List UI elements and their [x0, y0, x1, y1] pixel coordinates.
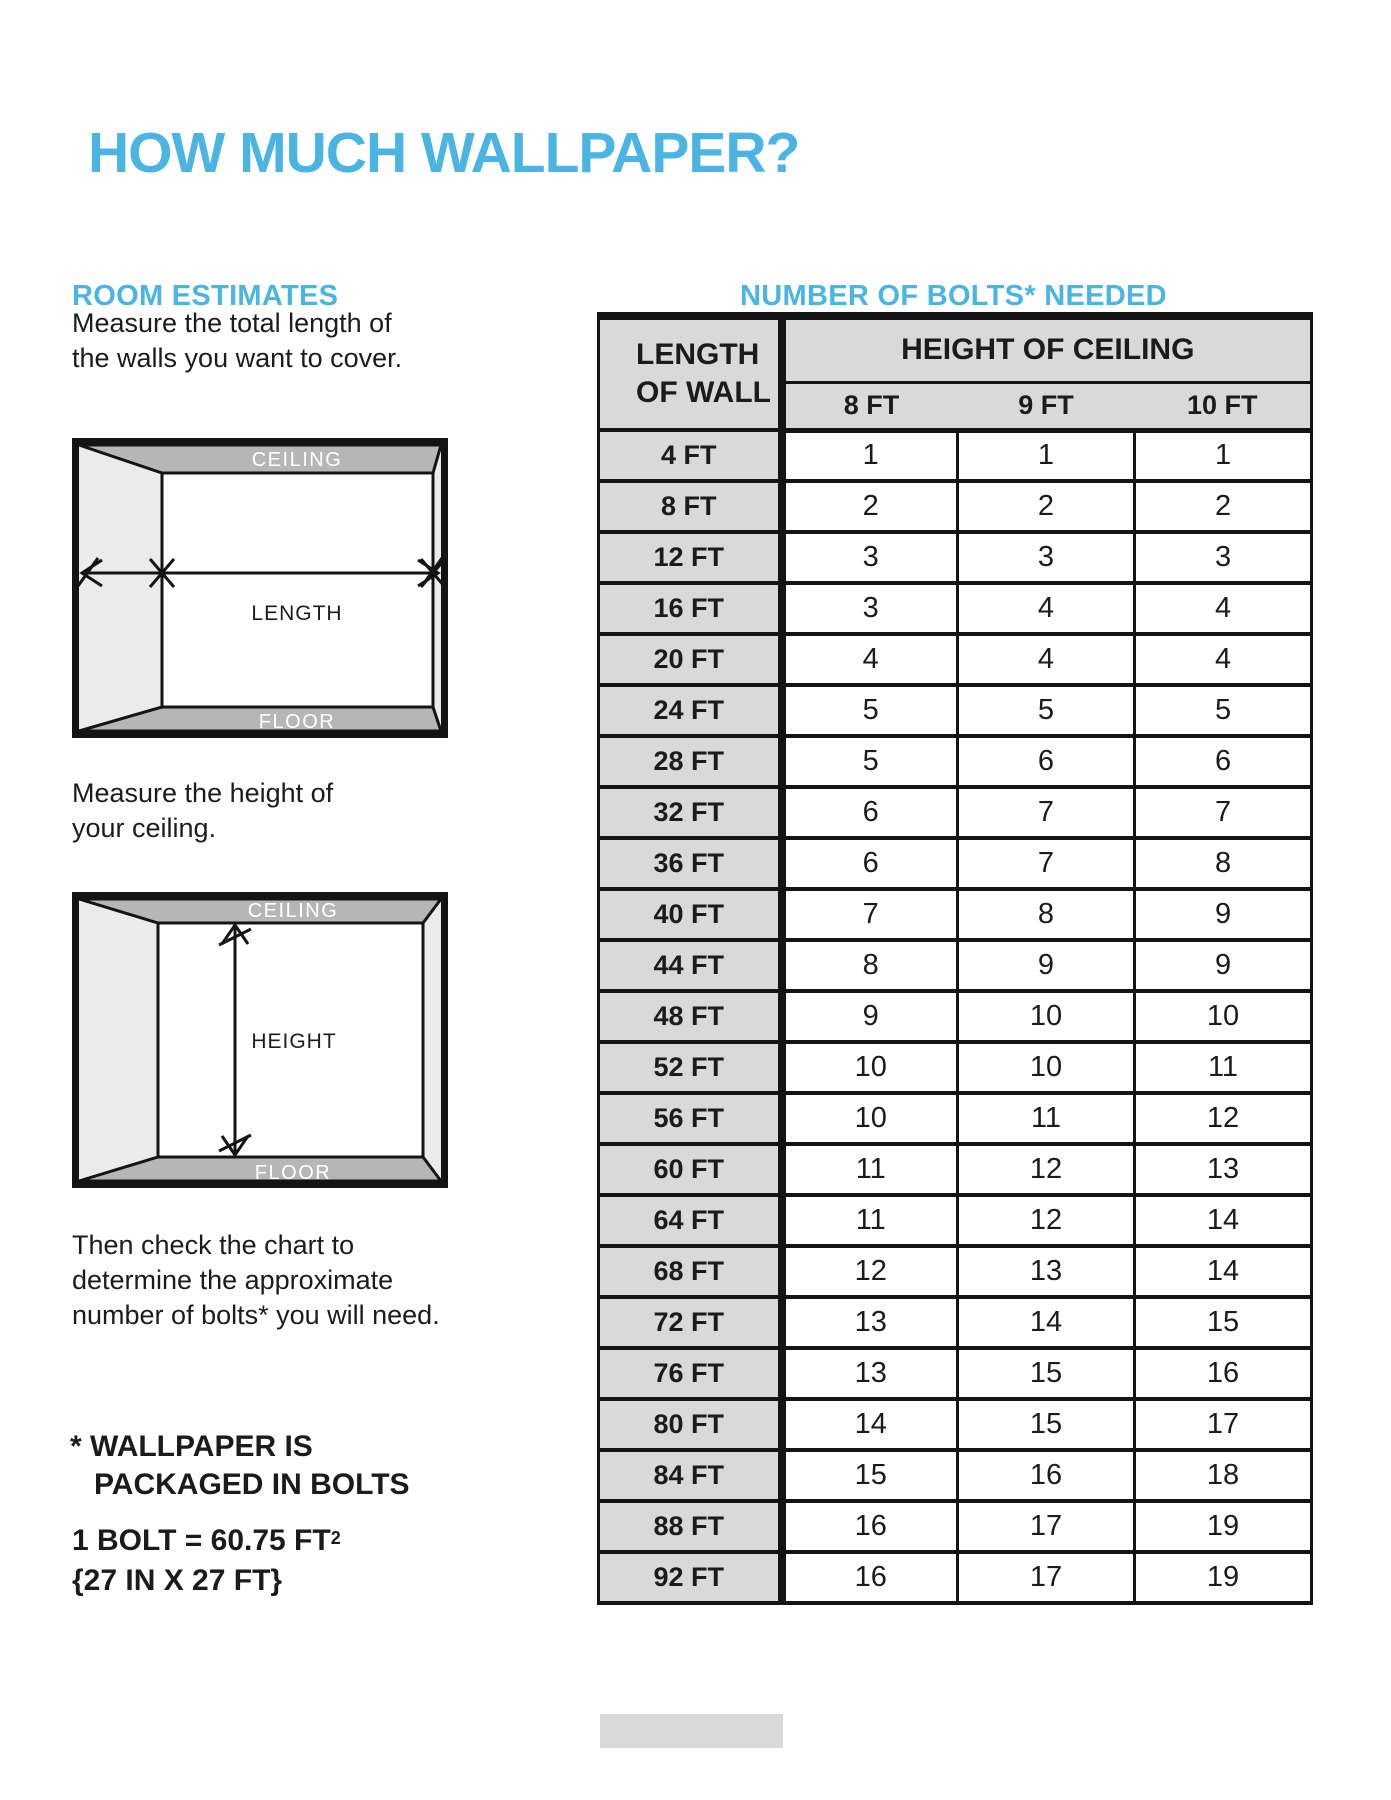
wall-length-cell: 24 FT — [599, 685, 782, 736]
bolt-count-cell-9ft: 16 — [958, 1450, 1135, 1501]
wall-length-cell: 44 FT — [599, 940, 782, 991]
table-row — [599, 1399, 1312, 1450]
bolt-count-cell-8ft: 10 — [782, 1093, 958, 1144]
step3-line1: Then check the chart to — [72, 1230, 355, 1260]
bolt-count-cell-8ft: 14 — [782, 1399, 958, 1450]
bolt-count-cell-9ft: 4 — [958, 583, 1135, 634]
bolt-count-cell-8ft: 9 — [782, 991, 958, 1042]
bolt-count-cell-8ft: 7 — [782, 889, 958, 940]
bolt-equation — [72, 1518, 341, 1561]
wall-length-cell: 64 FT — [599, 1195, 782, 1246]
bolt-count-cell-8ft: 13 — [782, 1348, 958, 1399]
footnote-line1-text: WALLPAPER IS — [90, 1430, 313, 1463]
bolt-count-cell-9ft: 14 — [958, 1297, 1135, 1348]
bolt-count-cell-10ft: 15 — [1135, 1297, 1312, 1348]
bolt-count-cell-9ft: 5 — [958, 685, 1135, 736]
table-row — [599, 430, 1312, 481]
bolt-count-cell-9ft: 6 — [958, 736, 1135, 787]
bolt-count-cell-10ft: 14 — [1135, 1246, 1312, 1297]
length-header-line1: LENGTH — [636, 338, 760, 371]
table-row — [599, 991, 1312, 1042]
height-diagram — [72, 892, 448, 1188]
length-header-line2: OF WALL — [636, 376, 771, 409]
column-header-9ft: 9 FT — [958, 382, 1135, 430]
bolt-count-cell-8ft: 5 — [782, 685, 958, 736]
bolt-count-cell-8ft: 6 — [782, 787, 958, 838]
wall-length-cell: 56 FT — [599, 1093, 782, 1144]
wall-length-cell: 16 FT — [599, 583, 782, 634]
bolt-count-cell-8ft: 16 — [782, 1552, 958, 1603]
bolt-count-cell-8ft: 4 — [782, 634, 958, 685]
bolt-count-cell-10ft: 2 — [1135, 481, 1312, 532]
bolt-count-cell-8ft: 10 — [782, 1042, 958, 1093]
column-header-10ft: 10 FT — [1135, 382, 1312, 430]
bolt-dimensions: {27 IN X 27 FT} — [72, 1564, 283, 1597]
table-row — [599, 736, 1312, 787]
table-row — [599, 1552, 1312, 1603]
length-diagram — [72, 438, 448, 738]
table-row — [599, 1348, 1312, 1399]
room-estimates-heading: ROOM ESTIMATES — [72, 280, 339, 313]
column-header-8ft: 8 FT — [782, 382, 958, 430]
bolt-count-cell-9ft: 7 — [958, 838, 1135, 889]
bolt-count-cell-9ft: 4 — [958, 634, 1135, 685]
wall-length-cell: 8 FT — [599, 481, 782, 532]
bolt-count-cell-10ft: 14 — [1135, 1195, 1312, 1246]
step2-instructions — [72, 776, 333, 846]
step3-line3: number of bolts* you will need. — [72, 1300, 440, 1330]
step2-line1: Measure the height of — [72, 778, 334, 808]
ceiling-label: CEILING — [247, 900, 339, 922]
squared-superscript: 2 — [330, 1528, 341, 1548]
wall-length-cell: 72 FT — [599, 1297, 782, 1348]
bolt-count-cell-8ft: 1 — [782, 430, 958, 481]
table-row — [599, 1144, 1312, 1195]
bolt-count-cell-10ft: 7 — [1135, 787, 1312, 838]
table-row — [599, 532, 1312, 583]
bolts-table-header — [599, 316, 1312, 430]
bolt-count-cell-10ft: 12 — [1135, 1093, 1312, 1144]
wall-length-cell: 48 FT — [599, 991, 782, 1042]
bolt-count-cell-8ft: 11 — [782, 1195, 958, 1246]
bolt-count-cell-9ft: 17 — [958, 1501, 1135, 1552]
bolt-count-cell-9ft: 10 — [958, 991, 1135, 1042]
step2-line2: your ceiling. — [72, 813, 217, 843]
wall-length-cell: 80 FT — [599, 1399, 782, 1450]
wall-length-cell: 76 FT — [599, 1348, 782, 1399]
bolt-count-cell-10ft: 1 — [1135, 430, 1312, 481]
table-row — [599, 889, 1312, 940]
table-row — [599, 481, 1312, 532]
asterisk-marker: * — [70, 1430, 82, 1463]
wall-length-cell: 40 FT — [599, 889, 782, 940]
bolt-count-cell-9ft: 1 — [958, 430, 1135, 481]
bolt-count-cell-10ft: 17 — [1135, 1399, 1312, 1450]
wall-length-cell: 92 FT — [599, 1552, 782, 1603]
length-measure-label: LENGTH — [251, 602, 343, 625]
step3-instructions — [72, 1228, 440, 1333]
table-row — [599, 838, 1312, 889]
bolt-count-cell-10ft: 3 — [1135, 532, 1312, 583]
wall-length-cell: 68 FT — [599, 1246, 782, 1297]
bolt-count-cell-10ft: 6 — [1135, 736, 1312, 787]
table-row — [599, 1042, 1312, 1093]
wall-length-cell: 52 FT — [599, 1042, 782, 1093]
table-row — [599, 940, 1312, 991]
table-row — [599, 1093, 1312, 1144]
bolt-count-cell-9ft: 17 — [958, 1552, 1135, 1603]
bolts-table-body — [599, 430, 1312, 1603]
bolt-count-cell-9ft: 15 — [958, 1348, 1135, 1399]
step1-line2: the walls you want to cover. — [72, 343, 403, 373]
bolt-specification — [72, 1518, 341, 1601]
bolt-count-cell-9ft: 10 — [958, 1042, 1135, 1093]
bolt-count-cell-9ft: 2 — [958, 481, 1135, 532]
length-diagram-svg — [72, 438, 448, 738]
bolt-count-cell-10ft: 16 — [1135, 1348, 1312, 1399]
height-measure-label: HEIGHT — [251, 1030, 337, 1053]
bolt-count-cell-8ft: 8 — [782, 940, 958, 991]
wall-length-cell: 60 FT — [599, 1144, 782, 1195]
bolt-count-cell-8ft: 6 — [782, 838, 958, 889]
back-wall — [162, 473, 433, 707]
table-row — [599, 583, 1312, 634]
bolt-count-cell-10ft: 11 — [1135, 1042, 1312, 1093]
table-row — [599, 1297, 1312, 1348]
bolt-count-cell-10ft: 19 — [1135, 1501, 1312, 1552]
bolts-table — [597, 312, 1313, 1605]
step1-line1: Measure the total length of — [72, 308, 392, 338]
bolt-count-cell-8ft: 12 — [782, 1246, 958, 1297]
bolt-count-cell-8ft: 3 — [782, 583, 958, 634]
bolt-count-cell-8ft: 2 — [782, 481, 958, 532]
footnote-line1 — [70, 1428, 410, 1466]
footnote-line2: PACKAGED IN BOLTS — [94, 1468, 410, 1501]
bolt-count-cell-8ft: 11 — [782, 1144, 958, 1195]
bolt-count-cell-9ft: 12 — [958, 1195, 1135, 1246]
bolt-count-cell-9ft: 7 — [958, 787, 1135, 838]
bolt-count-cell-8ft: 3 — [782, 532, 958, 583]
bolt-count-cell-8ft: 5 — [782, 736, 958, 787]
table-row — [599, 634, 1312, 685]
bolt-count-cell-8ft: 13 — [782, 1297, 958, 1348]
wall-length-cell: 84 FT — [599, 1450, 782, 1501]
wall-length-cell: 4 FT — [599, 430, 782, 481]
bolt-count-cell-10ft: 5 — [1135, 685, 1312, 736]
bolt-count-cell-10ft: 19 — [1135, 1552, 1312, 1603]
wall-length-cell: 20 FT — [599, 634, 782, 685]
page-title: HOW MUCH WALLPAPER? — [88, 121, 800, 186]
table-row — [599, 1501, 1312, 1552]
table-row — [599, 1195, 1312, 1246]
bolt-count-cell-9ft: 13 — [958, 1246, 1135, 1297]
bolt-count-cell-10ft: 4 — [1135, 583, 1312, 634]
bolt-count-cell-9ft: 11 — [958, 1093, 1135, 1144]
ceiling-label: CEILING — [251, 449, 343, 471]
wall-length-cell: 88 FT — [599, 1501, 782, 1552]
table-row — [599, 685, 1312, 736]
bolt-count-cell-10ft: 9 — [1135, 940, 1312, 991]
bolt-equation-text: 1 BOLT = 60.75 FT — [72, 1524, 331, 1557]
bolt-count-cell-10ft: 9 — [1135, 889, 1312, 940]
bolt-count-cell-10ft: 13 — [1135, 1144, 1312, 1195]
floor-label: FLOOR — [254, 1162, 332, 1184]
wallpaper-bolts-footnote — [70, 1428, 410, 1504]
bolts-needed-heading: NUMBER OF BOLTS* NEEDED — [740, 280, 1167, 313]
table-footer-gray-strip — [600, 1714, 783, 1748]
height-diagram-svg — [72, 892, 448, 1188]
step1-instructions — [72, 306, 402, 376]
bolt-count-cell-8ft: 15 — [782, 1450, 958, 1501]
bolt-count-cell-9ft: 9 — [958, 940, 1135, 991]
length-of-wall-header — [599, 316, 782, 430]
table-row — [599, 1246, 1312, 1297]
bolt-count-cell-9ft: 8 — [958, 889, 1135, 940]
table-row — [599, 1450, 1312, 1501]
bolt-count-cell-9ft: 12 — [958, 1144, 1135, 1195]
bolt-count-cell-10ft: 10 — [1135, 991, 1312, 1042]
table-row — [599, 787, 1312, 838]
bolt-count-cell-9ft: 15 — [958, 1399, 1135, 1450]
wall-length-cell: 32 FT — [599, 787, 782, 838]
bolt-count-cell-10ft: 4 — [1135, 634, 1312, 685]
wall-length-cell: 12 FT — [599, 532, 782, 583]
bolt-count-cell-9ft: 3 — [958, 532, 1135, 583]
floor-label: FLOOR — [258, 711, 336, 733]
bolt-count-cell-8ft: 16 — [782, 1501, 958, 1552]
wall-length-cell: 36 FT — [599, 838, 782, 889]
wall-length-cell: 28 FT — [599, 736, 782, 787]
bolt-count-cell-10ft: 8 — [1135, 838, 1312, 889]
bolt-count-cell-10ft: 18 — [1135, 1450, 1312, 1501]
step3-line2: determine the approximate — [72, 1265, 394, 1295]
height-of-ceiling-header: HEIGHT OF CEILING — [782, 316, 1312, 382]
